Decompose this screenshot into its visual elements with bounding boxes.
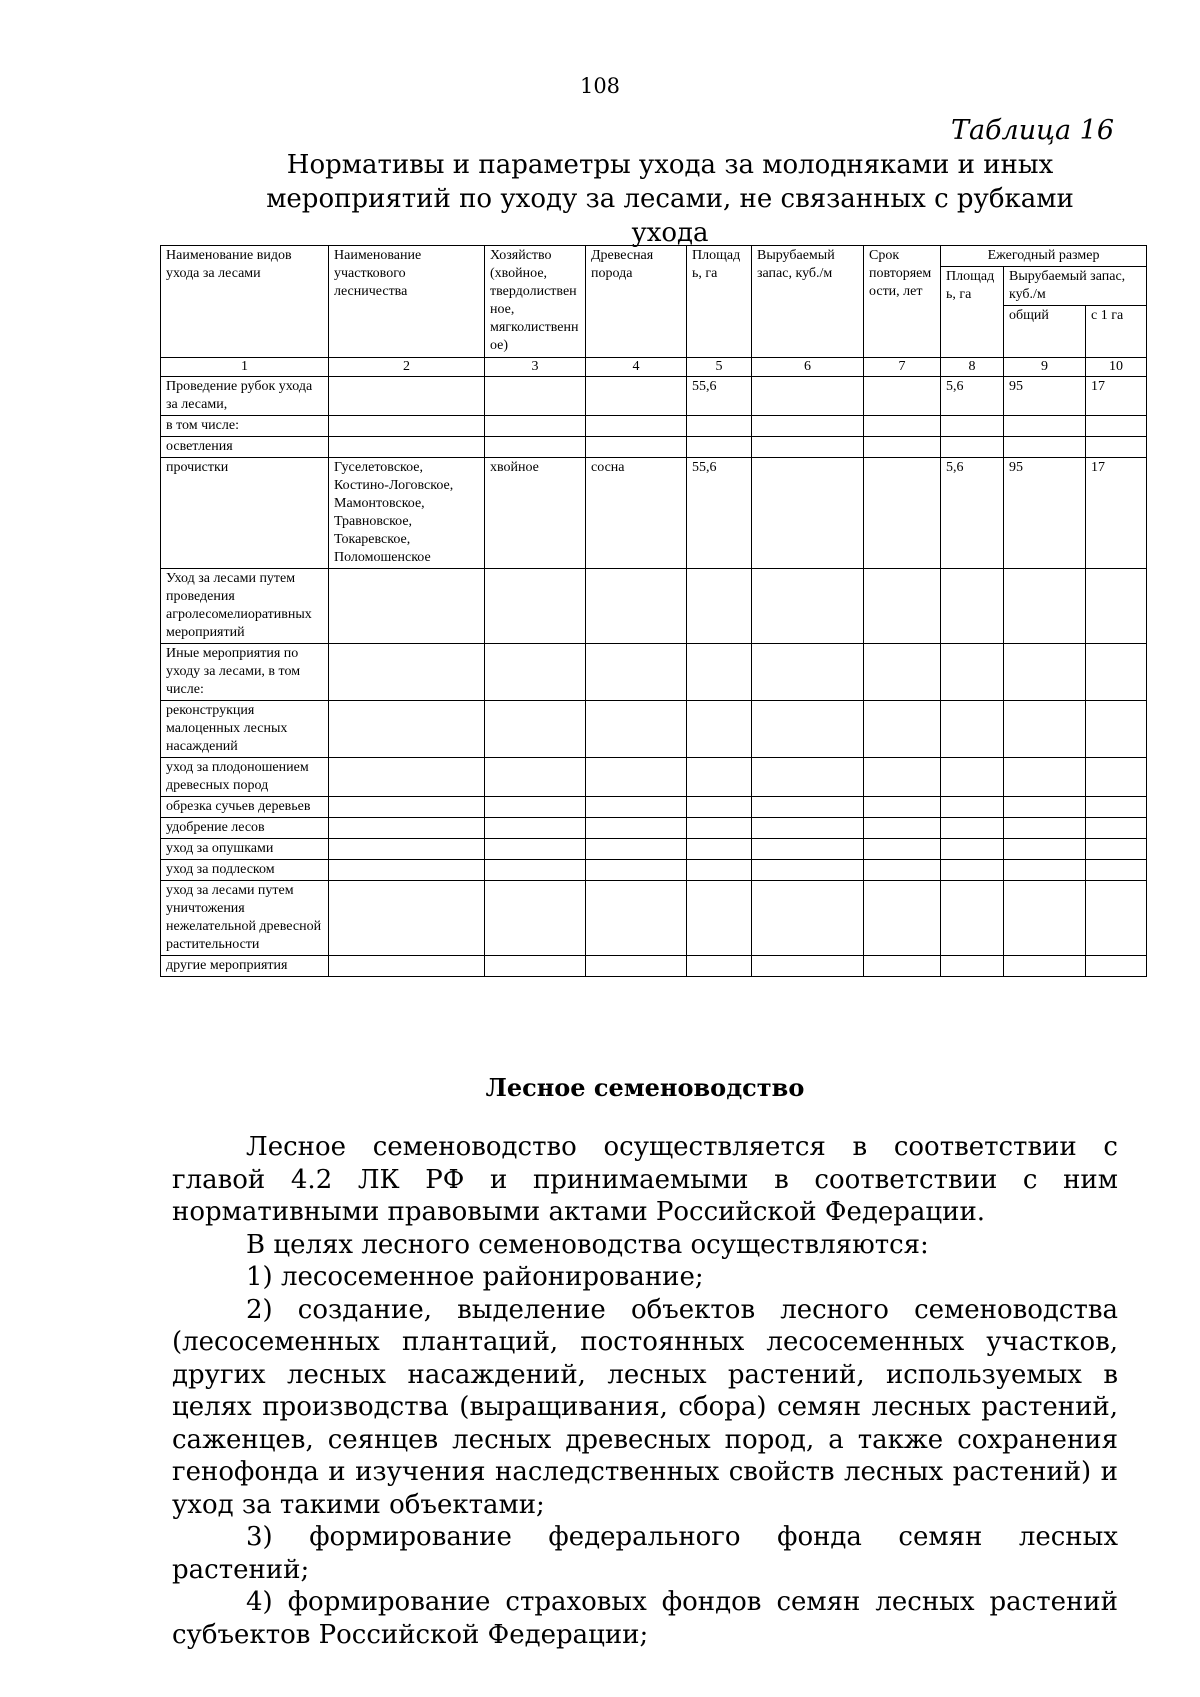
table-cell bbox=[1086, 644, 1147, 701]
table-cell bbox=[752, 860, 864, 881]
table-cell bbox=[752, 881, 864, 956]
table-cell bbox=[485, 956, 586, 977]
table-cell bbox=[687, 437, 752, 458]
row-label-cell: уход за опушками bbox=[161, 839, 329, 860]
table-row bbox=[161, 644, 1147, 701]
table-cell bbox=[1086, 839, 1147, 860]
table-cell bbox=[586, 377, 687, 416]
table-cell bbox=[864, 818, 941, 839]
table-row bbox=[161, 569, 1147, 644]
column-number-cell: 6 bbox=[752, 358, 864, 377]
paragraph: Лесное семеноводство осуществляется в соответствии с главой 4.2 ЛК РФ и принимаемыми в соответствии с ним нормативными правовыми актами Российской Федерации. bbox=[172, 1132, 1118, 1227]
column-number-row bbox=[161, 358, 1147, 377]
table-cell bbox=[586, 860, 687, 881]
table-cell bbox=[586, 881, 687, 956]
table-cell bbox=[1004, 569, 1086, 644]
row-label-cell: уход за плодоношением древесных пород bbox=[161, 758, 329, 797]
table-cell bbox=[864, 956, 941, 977]
table-cell bbox=[1086, 437, 1147, 458]
norms-table bbox=[160, 245, 1147, 977]
table-cell bbox=[586, 818, 687, 839]
table-cell bbox=[941, 839, 1004, 860]
header-cell: общий bbox=[1004, 306, 1086, 358]
column-number-cell: 1 bbox=[161, 358, 329, 377]
table-cell bbox=[752, 458, 864, 569]
table-cell: 95 bbox=[1004, 458, 1086, 569]
table-cell bbox=[485, 839, 586, 860]
table-cell bbox=[329, 797, 485, 818]
table-cell bbox=[864, 881, 941, 956]
column-number-cell: 2 bbox=[329, 358, 485, 377]
table-cell bbox=[1004, 881, 1086, 956]
table-cell bbox=[752, 818, 864, 839]
table-cell bbox=[864, 839, 941, 860]
table-cell bbox=[329, 839, 485, 860]
table-cell bbox=[1004, 839, 1086, 860]
table-cell bbox=[687, 818, 752, 839]
table-cell bbox=[485, 437, 586, 458]
table-cell bbox=[687, 860, 752, 881]
table-body bbox=[161, 377, 1147, 977]
table-row bbox=[161, 701, 1147, 758]
table-cell bbox=[752, 797, 864, 818]
table-cell bbox=[687, 416, 752, 437]
table-row bbox=[161, 818, 1147, 839]
table-row bbox=[161, 860, 1147, 881]
paragraph: 2) создание, выделение объектов лесного семеноводства (лесосеменных плантаций, постоянных лесосеменных участков, других лесных насаждений, лесных растений, используемых в целях производства (выращивания, сбора) семян лесных растений, саженцев, сеянцев лесных древесных пород, а также сохранения генофонда и изучения наследственных свойств лесных растений) и уход за такими объектами; bbox=[172, 1294, 1118, 1520]
section-heading: Лесное семеноводство bbox=[485, 1073, 805, 1102]
table-cell bbox=[1004, 956, 1086, 977]
table-cell bbox=[941, 437, 1004, 458]
table-cell bbox=[864, 644, 941, 701]
table-cell: 95 bbox=[1004, 377, 1086, 416]
table-cell bbox=[329, 644, 485, 701]
table-cell bbox=[864, 458, 941, 569]
table-cell bbox=[586, 644, 687, 701]
header-cell: Хозяйство (хвойное, твердолиственное, мягколиственное) bbox=[485, 246, 586, 358]
table-cell bbox=[864, 416, 941, 437]
table-cell bbox=[329, 701, 485, 758]
table-cell bbox=[1004, 860, 1086, 881]
table-cell bbox=[329, 377, 485, 416]
table-cell bbox=[485, 818, 586, 839]
table-cell bbox=[329, 956, 485, 977]
header-cell: Ежегодный размер bbox=[941, 246, 1147, 267]
table-cell bbox=[864, 701, 941, 758]
table-cell bbox=[485, 797, 586, 818]
table-cell bbox=[485, 701, 586, 758]
row-label-cell: другие мероприятия bbox=[161, 956, 329, 977]
column-number-cell: 5 bbox=[687, 358, 752, 377]
table-cell bbox=[687, 644, 752, 701]
table-cell: 17 bbox=[1086, 458, 1147, 569]
table-cell: 55,6 bbox=[687, 377, 752, 416]
table-cell bbox=[941, 860, 1004, 881]
table-cell bbox=[586, 437, 687, 458]
paragraph: 4) формирование страховых фондов семян лесных растений субъектов Российской Федерации; bbox=[172, 1587, 1118, 1650]
table-cell bbox=[687, 701, 752, 758]
header-cell: Срок повторяемости, лет bbox=[864, 246, 941, 358]
table-cell bbox=[864, 437, 941, 458]
table-cell bbox=[485, 644, 586, 701]
table-cell bbox=[485, 758, 586, 797]
table-cell bbox=[752, 956, 864, 977]
table-cell bbox=[1086, 758, 1147, 797]
table-cell bbox=[941, 797, 1004, 818]
table-row bbox=[161, 458, 1147, 569]
table-cell bbox=[586, 569, 687, 644]
table-cell bbox=[752, 839, 864, 860]
table-cell bbox=[485, 860, 586, 881]
table-cell bbox=[1004, 701, 1086, 758]
header-cell: Вырубаемый запас, куб./м bbox=[752, 246, 864, 358]
table-cell bbox=[1004, 644, 1086, 701]
table-cell bbox=[329, 881, 485, 956]
header-cell: Древесная порода bbox=[586, 246, 687, 358]
table-cell bbox=[941, 758, 1004, 797]
table-cell bbox=[586, 758, 687, 797]
row-label-cell: Уход за лесами путем проведения агролесомелиоративных мероприятий bbox=[161, 569, 329, 644]
header-cell: с 1 га bbox=[1086, 306, 1147, 358]
table-cell bbox=[864, 377, 941, 416]
table-cell bbox=[1004, 797, 1086, 818]
table-cell bbox=[329, 860, 485, 881]
table-cell bbox=[1086, 956, 1147, 977]
header-cell: Площадь, га bbox=[941, 267, 1004, 358]
row-label-cell: уход за подлеском bbox=[161, 860, 329, 881]
table-row bbox=[161, 437, 1147, 458]
table-cell bbox=[1086, 569, 1147, 644]
table-cell bbox=[752, 569, 864, 644]
table-cell bbox=[687, 839, 752, 860]
table-cell bbox=[1086, 416, 1147, 437]
table-cell bbox=[687, 956, 752, 977]
table-cell bbox=[941, 956, 1004, 977]
table-cell bbox=[941, 701, 1004, 758]
table-row bbox=[161, 377, 1147, 416]
table-cell bbox=[1004, 818, 1086, 839]
row-label-cell: осветления bbox=[161, 437, 329, 458]
table-row bbox=[161, 839, 1147, 860]
table-cell bbox=[1004, 437, 1086, 458]
table-cell bbox=[752, 758, 864, 797]
column-number-cell: 7 bbox=[864, 358, 941, 377]
table-row bbox=[161, 881, 1147, 956]
row-label-cell: удобрение лесов bbox=[161, 818, 329, 839]
table-cell bbox=[864, 758, 941, 797]
table-cell bbox=[687, 797, 752, 818]
table-cell: 5,6 bbox=[941, 377, 1004, 416]
table-cell: 5,6 bbox=[941, 458, 1004, 569]
table-cell bbox=[586, 956, 687, 977]
table-cell bbox=[1086, 860, 1147, 881]
table-cell bbox=[941, 818, 1004, 839]
table-cell bbox=[752, 644, 864, 701]
table-title: Нормативы и параметры ухода за молодняками и иных мероприятий по уходу за лесами, не связанных с рубками ухода bbox=[266, 150, 1074, 248]
table-cell bbox=[1086, 701, 1147, 758]
table-cell bbox=[586, 416, 687, 437]
row-label-cell: прочистки bbox=[161, 458, 329, 569]
table-row bbox=[161, 416, 1147, 437]
row-label-cell: обрезка сучьев деревьев bbox=[161, 797, 329, 818]
table-cell: 17 bbox=[1086, 377, 1147, 416]
row-label-cell: уход за лесами путем уничтожения нежелательной древесной растительности bbox=[161, 881, 329, 956]
table-cell bbox=[687, 569, 752, 644]
table-cell bbox=[752, 377, 864, 416]
table-cell bbox=[941, 569, 1004, 644]
column-number-cell: 10 bbox=[1086, 358, 1147, 377]
header-cell: Площадь, га bbox=[687, 246, 752, 358]
table-row bbox=[161, 797, 1147, 818]
table-cell bbox=[864, 797, 941, 818]
table-cell bbox=[485, 881, 586, 956]
table-cell bbox=[586, 701, 687, 758]
paragraph: В целях лесного семеноводства осуществляются: bbox=[246, 1229, 929, 1260]
row-label-cell: реконструкция малоценных лесных насаждений bbox=[161, 701, 329, 758]
table-cell bbox=[586, 797, 687, 818]
table-cell bbox=[1086, 881, 1147, 956]
table-cell bbox=[941, 881, 1004, 956]
table-cell bbox=[329, 569, 485, 644]
table-cell bbox=[941, 416, 1004, 437]
column-number-cell: 8 bbox=[941, 358, 1004, 377]
table-cell bbox=[752, 437, 864, 458]
table-cell bbox=[586, 839, 687, 860]
header-cell: Наименование видов ухода за лесами bbox=[161, 246, 329, 358]
body-text bbox=[172, 1131, 1118, 1651]
column-number-cell: 9 bbox=[1004, 358, 1086, 377]
row-label-cell: Проведение рубок ухода за лесами, bbox=[161, 377, 329, 416]
row-label-cell: в том числе: bbox=[161, 416, 329, 437]
column-number-cell: 3 bbox=[485, 358, 586, 377]
table-cell bbox=[941, 644, 1004, 701]
table-header-row bbox=[161, 246, 1147, 267]
table-cell: хвойное bbox=[485, 458, 586, 569]
table-cell bbox=[1004, 758, 1086, 797]
table-row bbox=[161, 956, 1147, 977]
header-cell: Наименование участкового лесничества bbox=[329, 246, 485, 358]
table-cell bbox=[485, 377, 586, 416]
paragraph: 3) формирование федерального фонда семян лесных растений; bbox=[172, 1522, 1118, 1585]
table-cell bbox=[864, 860, 941, 881]
page-number: 108 bbox=[579, 74, 621, 98]
table-cell: 55,6 bbox=[687, 458, 752, 569]
table-cell bbox=[485, 416, 586, 437]
table-row bbox=[161, 758, 1147, 797]
table-cell: сосна bbox=[586, 458, 687, 569]
table-cell bbox=[1004, 416, 1086, 437]
table-cell bbox=[752, 416, 864, 437]
table-cell bbox=[687, 758, 752, 797]
paragraph: 1) лесосеменное районирование; bbox=[246, 1262, 704, 1292]
column-number-cell: 4 bbox=[586, 358, 687, 377]
row-label-cell: Иные мероприятия по уходу за лесами, в том числе: bbox=[161, 644, 329, 701]
table-cell bbox=[1086, 818, 1147, 839]
table-cell bbox=[1086, 797, 1147, 818]
table-cell bbox=[329, 416, 485, 437]
table-cell: Гуселетовское, Костино-Логовское, Мамонтовское, Травновское, Токаревское, Поломошенское bbox=[329, 458, 485, 569]
table-cell bbox=[329, 437, 485, 458]
table-cell bbox=[687, 881, 752, 956]
table-cell bbox=[752, 701, 864, 758]
table-cell bbox=[864, 569, 941, 644]
table-label: Таблица 16 bbox=[950, 115, 1114, 146]
table-cell bbox=[329, 758, 485, 797]
table-cell bbox=[485, 569, 586, 644]
header-cell: Вырубаемый запас, куб./м bbox=[1004, 267, 1147, 306]
table-cell bbox=[329, 818, 485, 839]
